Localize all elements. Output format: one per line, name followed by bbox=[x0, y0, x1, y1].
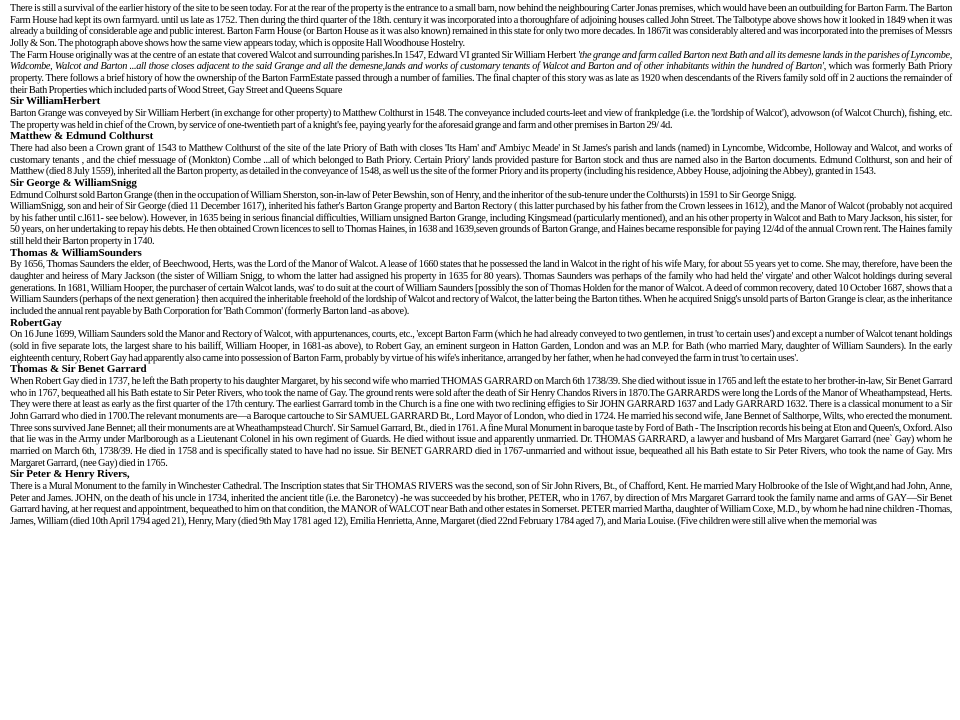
heading-sir-peter-henry-rivers: Sir Peter & Henry Rivers, bbox=[10, 468, 130, 481]
paragraph-colthurst: There had also been a Crown grant of 1543 to Matthew Colthurst of the site of the late Priory of Bath with closes 'Its Ham' and' Ambiyc Meade' in St James's parish and lands (named) in Lyncombe, Widcombe, Holloway and Walcot, and works of customary tenants , and the chief messuage of (Monkton) Combe ...all of which belonged to Bath Priory. Certain Priory' lands provided pasture for Barton stock and thus are named also in the Barton documents. Edmund Colthurst, son and heir of Matthew (died 8 July 1559), inherited all the Barton property, as detailed in the conveyance of 1548, as well us the site of the former Priory and its property (including his residence, Abbey House, adjoining the Abbey), granted in 1543. bbox=[10, 142, 952, 178]
heading-matthew-edmund-colthurst: Matthew & Edmund Colthurst bbox=[10, 130, 154, 143]
heading-sir-william-herbert: Sir WilliamHerbert bbox=[10, 95, 101, 108]
paragraph-saunders: By 1656, Thomas Saunders the elder, of Beechwood, Herts, was the Lord of the Manor of Walcot. A lease of 1660 states that he possessed the land in Walcot in the right of his wife Mary, for about 55 years yet to come. She may, therefore, have been the daughter and heiress of Mary Jackson (the sister of William Snigg, to whom the latter had assigned his property in 1635 for 80 years). Thomas Saunders was perhaps of the family who had held the' virgate' and other Walcot holdings during several generations. In 1681, William Hooper, the purchaser of certain Walcot lands, was' to do suit at the court of William Saunders [possibly the son of Thomas Holden for the manor of Walcot. A deed of common recovery, dated 10 October 1687, shows that a William Saunders (perhaps of the next generation} then acquired the inheritable freehold of the lordship of Walcot and rectory of Walcot, the latter being the Barton tithes. When he acquired Snigg's unsold parts of Barton Grange is clear, as the inheritance included the annual rent payable by Bath Corporation for 'Bath Common' (formerly Barton land -as above). bbox=[10, 259, 952, 318]
paragraph-rivers: There is a Mural Monument to the family in Winchester Cathedral. The Inscription states that Sir THOMAS RIVERS was the second, son of Sir John Rivers, Bt., of Chafford, Kent. He married Mary Holbrooke of the Isle of Wight,and had John, Anne, Peter and James. JOHN, on the death of his uncle in 1734, inherited the ancient title (i.e. the Baronetcy) -he was succeeded by his brother, PETER, who in 1767, by direction of Mrs Margaret Garrard took the family name and arms of GAY—Sir Benet Garrard having, at her request and appointment, bequeathed to him on that condition, the MANOR of WALCOT near Bath and other estates in Somerset. PETER married Martha, daughter of William Coxe, M.D., by whom he had nine children -Thomas, James, William (died 10th April 1794 aged 21), Henry, Mary (died 9th May 1781 aged 12), Emilia Henrietta, Anne, Margaret (died 22nd February 1784 aged 7), and Maria Louise. (Five children were still alive when the memorial was bbox=[10, 480, 952, 527]
intro-paragraph-2 bbox=[10, 50, 952, 97]
paragraph-garrard: When Robert Gay died in 1737, he left the Bath property to his daughter Margaret, by his second wife who married THOMAS GARRARD on March 6th 1738/39. She died without issue in 1765 and left the estate to her brother-in-law, Sir Benet Garrard who in 1767, bequeathed all his Bath estate to Sir Peter Rivers, who took the name of Gay. The ground rents were sold after the death of Sir Henry Chandos Rivers in 1870.The GARRARDS were long the Lords of the Manor of Wheathampstead, Herts. They were there at least as early as the first quarter of the 17th century. The earliest Garrard tomb in the Church is a fine one with two reclining effigies to Sir JOHN GARRARD 1637 and Lady GARRARD 1632. There is a classical monument to a Sir John Garrard who died in 1700.The relevant monuments are—a Baroque cartouche to Sir SAMUEL GARRARD Bt., Lord Mayor of London, who died in 1724. He married his second wife, Jane Bennet of Salthorpe, Wilts, who erected the monument. Three sons survived Jane Bennet; all their monuments are at Wheathampstead Church'. Sir Samuel Garrard, Bt., died in 1761. A fine Mural Monument in baroque taste by Ford of Bath - The Inscription records his being at Eton and Queen's, Oxford. Also that lie was in the Army under Marlborough as a Lieutenant Colonel in his own regiment of Guards. He died without issue and apparently unmarried. Dr. THOMAS GARRARD, a lawyer and husband of Mrs Margaret Garrard (nee` Gay) whom he married on March 6th, 1738/39. He died in 1758 and is specifically stated to have had no issue. Sir BENET GARRARD died in 1767-unmarried and without issue, bequeathed all his Bath estate to Sir Peter Rivers, who took the name of Gay. Mrs Margaret Garrard, (nee Gay) died in 1765. bbox=[10, 376, 952, 469]
intro-paragraph-2-end: , which was formerly Bath Priory property. There follows a brief history of how the ownership of the Barton FarmEstate passed through a number of families. The final chapter of this story was as late as 1920 when descendants of the Rivers family sold off in 2 auctions the remainder of their Bath Properties which included parts of Wood Street, Gay Street and Queens Square bbox=[10, 61, 952, 96]
paragraph-robert-gay: On 16 June 1699, William Saunders sold the Manor and Rectory of Walcot, with appurtenances, courts, etc., 'except Barton Farm (which he had already conveyed to two gentlemen, in trust 'to certain uses') and except a number of Walcot tenant holdings (sold in five separate lots, the largest share to his bailiff, William Hooper, in 1681-as above), to Robert Gay, an eminent surgeon in Hatton Garden, London and was an M.P. for Bath (who married Mary, daughter of William Saunders). In the early eighteenth century, Robert Gay had apparently also came into possession of Barton Farm, probably by virtue of his wife's inheritance, arranged by her father, when he had conveyed the farm in trust 'to certain uses'. bbox=[10, 329, 952, 364]
heading-thomas-sir-benet-garrard: Thomas & Sir Benet Garrard bbox=[10, 363, 147, 376]
grant-quotation: 'the grange and farm called Barton next Bath and all its demesne lands in the parishes of Lyncombe, Widcombe, Walcot and Barton ...all those closes adjacent to the said Grange and all the demesne,lands and works of customary tenants of Walcot and Barton and of other inhabitants within the hundred of Barton' bbox=[10, 49, 952, 73]
intro-paragraph-1: There is still a survival of the earlier history of the site to be seen today. For at the rear of the property is the entrance to a small barn, now behind the neighbouring Carter Jonas premises, which would have been an outbuilding for Barton Farm. The Barton Farm House had kept its own farmyard. until us late as 1752. Then during the third quarter of the 18th. century it was incorporated into a thoroughfare of adjoining houses called John Street. The Talbotype above shows how it looked in 1849 when it was already a building of considerable age and public interest. Barton Farm House (or Barton House as it was also known) remained in this state for only two more decades. In 1867it was considerably altered and was incorporated into the premises of Messrs Jolly & Son. The photograph above shows how the same view appears today, which is opposite Hall Woodhouse Hostelry. bbox=[10, 3, 952, 49]
heading-thomas-william-saunders: Thomas & WilliamSounders bbox=[10, 246, 142, 259]
paragraph-snigg-sale: Edmund Colhurst sold Barton Grange (then in the occupation of William Sherston, son-in-law of Peter Bewshin, son of Henry, and the inheritor of the sub-tenure under the Colthursts) in 1591 to Sir George Snigg. bbox=[10, 189, 796, 201]
heading-robert-gay: RobertGay bbox=[10, 316, 62, 329]
intro-paragraph-2-start: The Farm House originally was at the centre of an estate that covered Walcot and surrounding parishes.In 1547, Edward VI granted Sir William Herbert bbox=[10, 49, 578, 61]
paragraph-herbert: Barton Grange was conveyed by Sir William Herbert (in exchange for other property) to Matthew Colthurst in 1548. The conveyance included courts-leet and view of frankpledge (i.e. the 'lordship of Walcot'), advowson (of Walcot Church), fishing, etc. The property was held in chief of the Crown, by service of one-twentieth part of a knight's fee, paying yearly for the aforesaid grange and farm and other premises in Barton 29/ 4d. bbox=[10, 107, 952, 131]
paragraph-william-snigg: WilliamSnigg, son and heir of Sir George (died 11 December 1617), inherited his father's Barton Grange property and Barton Rectory ( this latter purchased by his father from the Crown lessees in 1612), and the Manor of Walcot (probably not acquired by his father until c.l611- see below). However, in 1635 being in serious financial difficulties, William unsigned Barton Grange, including Kingsmead (particularly mentioned), and an his other property in Walcot and Bath to Mary Jackson, his sister, for 50 years, on her undertaking to repay his debts. He then obtained Crown licences to sell to Thomas Haines, in 1638 and 1639,seven grounds of Barton Grange, and Haines became responsible for paying 12/4d of the annual Crown rent. The Haines family still held their Barton property in 1740. bbox=[10, 201, 952, 248]
heading-sir-george-william-snigg: Sir George & WilliamSnigg bbox=[10, 176, 137, 189]
